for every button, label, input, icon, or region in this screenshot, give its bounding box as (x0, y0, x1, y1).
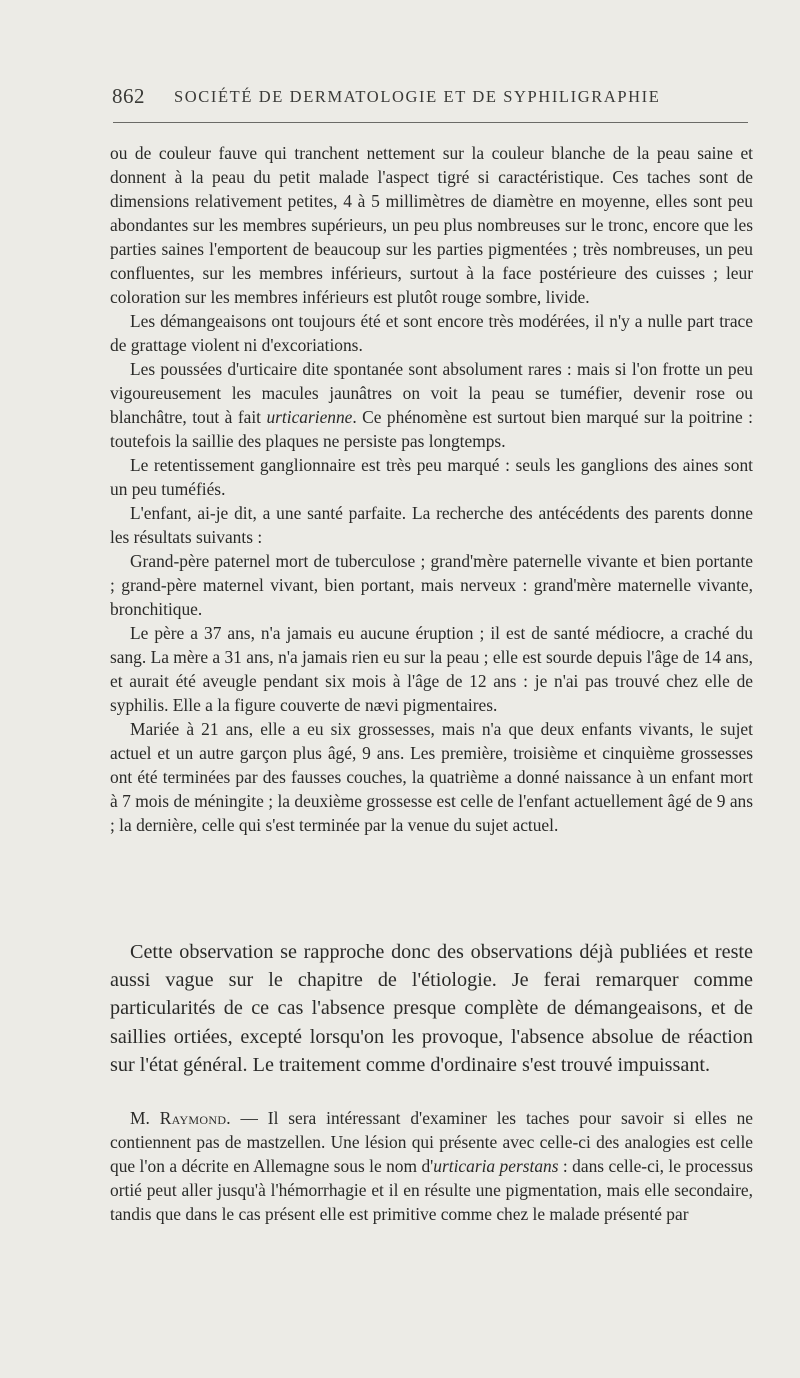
paragraph-description: ou de couleur fauve qui tranchent nettement sur la couleur blanche de la peau saine et donnent à la peau du petit malade l'aspect tigré si caractéristique. Ces taches sont de dimensions relativement petites, 4 à 5 millimètres de diamètre en moyenne, elles sont peu abondantes sur les membres supérieurs, un peu plus nombreuses sur le tronc, encore que les parties saines l'emportent de beaucoup sur les parties pigmentées ; très nombreuses, un peu confluentes, sur les membres inférieurs, surtout à la face postérieure des cuisses ; leur coloration sur les membres inférieurs est plutôt rouge sombre, livide. (110, 143, 753, 307)
paragraph-health: L'enfant, ai-je dit, a une santé parfaite. La recherche des antécédents des parents donne les résultats suivants : (110, 503, 753, 547)
paragraph-urticaria (110, 357, 753, 453)
header-rule (113, 122, 748, 123)
speaker-name: Raymond (159, 1108, 227, 1128)
paragraph-pregnancies: Mariée à 21 ans, elle a eu six grossesses, mais n'a que deux enfants vivants, le sujet actuel et un autre garçon plus âgé, 9 ans. Les première, troisième et cinquième grossesses ont été terminées par des fausses couches, la quatrième a donné naissance à un enfant mort à 7 mois de méningite ; la deuxième grossesse est celle de l'enfant actuellement âgé de 9 ans ; la dernière, celle qui s'est terminée par la venue du sujet actuel. (110, 719, 753, 835)
paragraph-grandparents: Grand-père paternel mort de tuberculose ; grand'mère paternelle vivante et bien portante ; grand-père maternel vivant, bien portant, mais nerveux : grand'mère maternelle vivante, bronchitique. (110, 551, 753, 619)
discussion-italic: urticaria perstans (433, 1156, 559, 1176)
discussion-text (110, 1106, 753, 1226)
urticaria-italic: urticarienne (266, 407, 353, 427)
urticaria-text-start: Les poussées d'urticaire dite spontanée sont absolument rares : mais si l'on frotte un peu vigoureusement les macules jaunâtres on voit la peau se tuméfier, devenir rose ou blanchâtre, tout à fait (110, 359, 753, 427)
urticaria-text-end: . Ce phénomène est surtout bien marqué sur la poitrine : toutefois la saillie des plaques ne persiste pas longtemps. (110, 407, 753, 451)
discussion-text-end: : dans celle-ci, le processus ortié peut aller jusqu'à l'hémorrhagie et il en résulte une pigmentation, mais elle secondaire, tandis que dans le cas présent elle est primitive comme chez le malade présenté par (110, 1156, 754, 1224)
paragraph-conclusion: Cette observation se rapproche donc des observations déjà publiées et reste aussi vague sur le chapitre de l'étiologie. Je ferai remarquer comme particularités de ce cas l'absence presque complète de démangeaisons, et de saillies ortiées, excepté lorsqu'on les provoque, l'absence absolue de réaction sur l'état général. Le traitement comme d'ordinaire s'est trouvé impuissant. (110, 941, 753, 1076)
paragraph-parents: Le père a 37 ans, n'a jamais eu aucune éruption ; il est de santé médiocre, a craché du sang. La mère a 31 ans, n'a jamais rien eu sur la peau ; elle est sourde depuis l'âge de 14 ans, et aurait été aveugle pendant six mois à l'âge de 12 ans : je n'ai pas trouvé chez elle de syphilis. Elle a la figure couverte de nævi pigmentaires. (110, 623, 753, 715)
observation-text (110, 141, 753, 837)
running-title: SOCIÉTÉ DE DERMATOLOGIE ET DE SYPHILIGRAPHIE (174, 87, 661, 106)
page-header (112, 84, 748, 110)
paragraph-itching: Les démangeaisons ont toujours été et sont encore très modérées, il n'y a nulle part trace de grattage violent ni d'excoriations. (110, 311, 753, 355)
paragraph-discussion (110, 1106, 753, 1226)
discussion-text-start: . — Il sera intéressant d'examiner les taches pour savoir si elles ne contiennent pas de mastzellen. Une lésion qui présente avec celle-ci des analogies est celle que l'on a décrite en Allemagne sous le nom d' (110, 1108, 753, 1176)
conclusion-text (110, 938, 753, 1079)
paragraph-ganglions: Le retentissement ganglionnaire est très peu marqué : seuls les ganglions des aines sont un peu tuméfiés. (110, 455, 753, 499)
page-number: 862 (112, 84, 145, 108)
speaker-prefix: M. (130, 1108, 160, 1128)
